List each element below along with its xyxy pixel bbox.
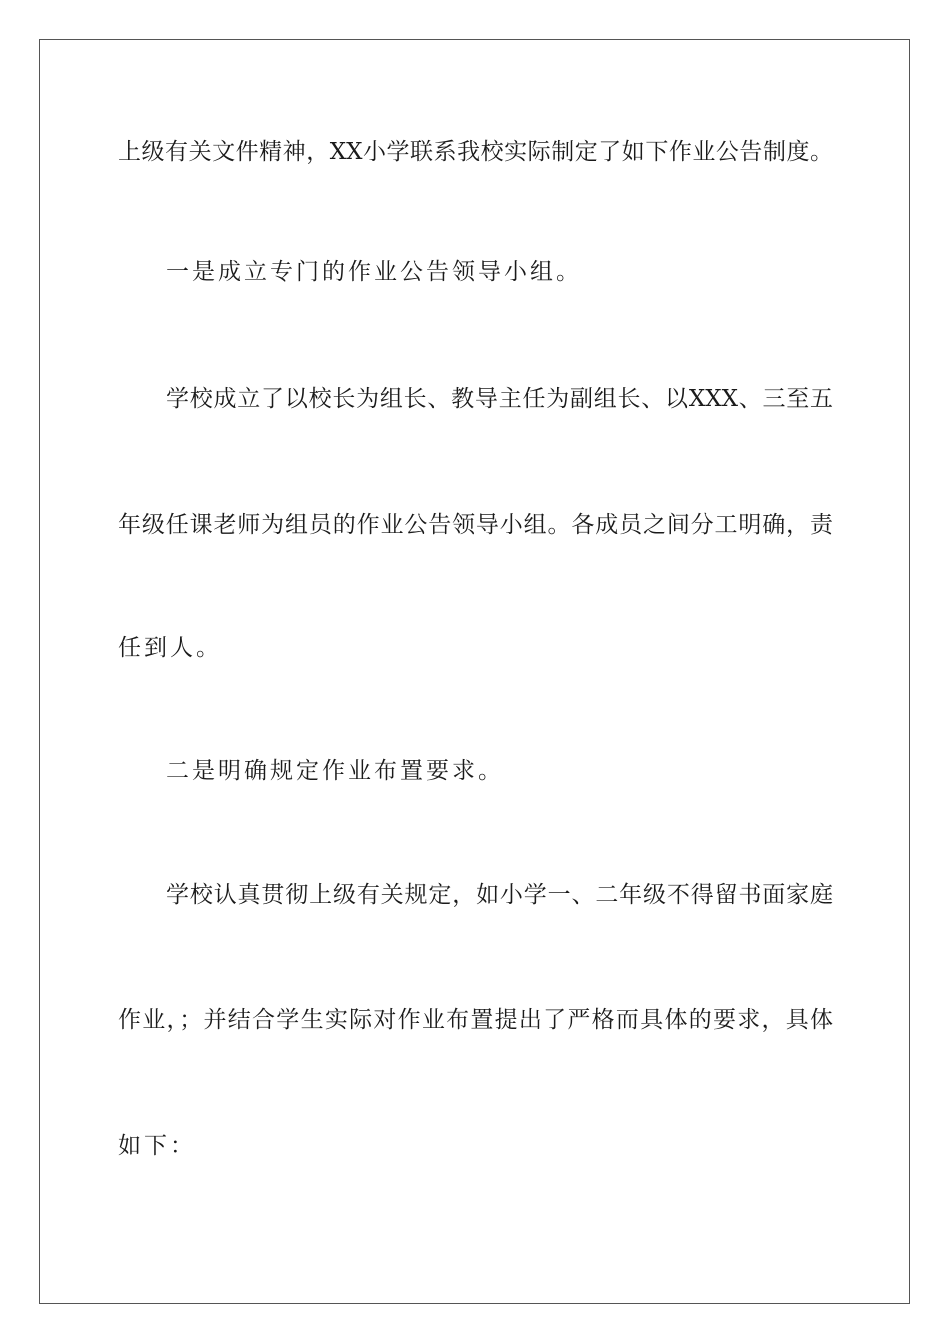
- paragraph-line-8: 作业，；并结合学生实际对作业布置提出了严格而具体的要求，具体: [118, 1007, 833, 1033]
- section-heading-2: 二是明确规定作业布置要求。: [166, 758, 504, 784]
- paragraph-line-3: 学校成立了以校长为组长、教导主任为副组长、以XXX、三至五: [166, 386, 833, 412]
- paragraph-line-7: 学校认真贯彻上级有关规定，如小学一、二年级不得留书面家庭: [166, 882, 833, 908]
- page-border: [39, 39, 910, 1304]
- paragraph-line-4: 年级任课老师为组员的作业公告领导小组。各成员之间分工明确，责: [118, 512, 833, 538]
- section-heading-1: 一是成立专门的作业公告领导小组。: [166, 259, 582, 285]
- paragraph-line-1: 上级有关文件精神，XX小学联系我校实际制定了如下作业公告制度。: [118, 139, 833, 165]
- paragraph-line-5: 任到人。: [118, 635, 222, 661]
- paragraph-line-9: 如下：: [118, 1133, 196, 1159]
